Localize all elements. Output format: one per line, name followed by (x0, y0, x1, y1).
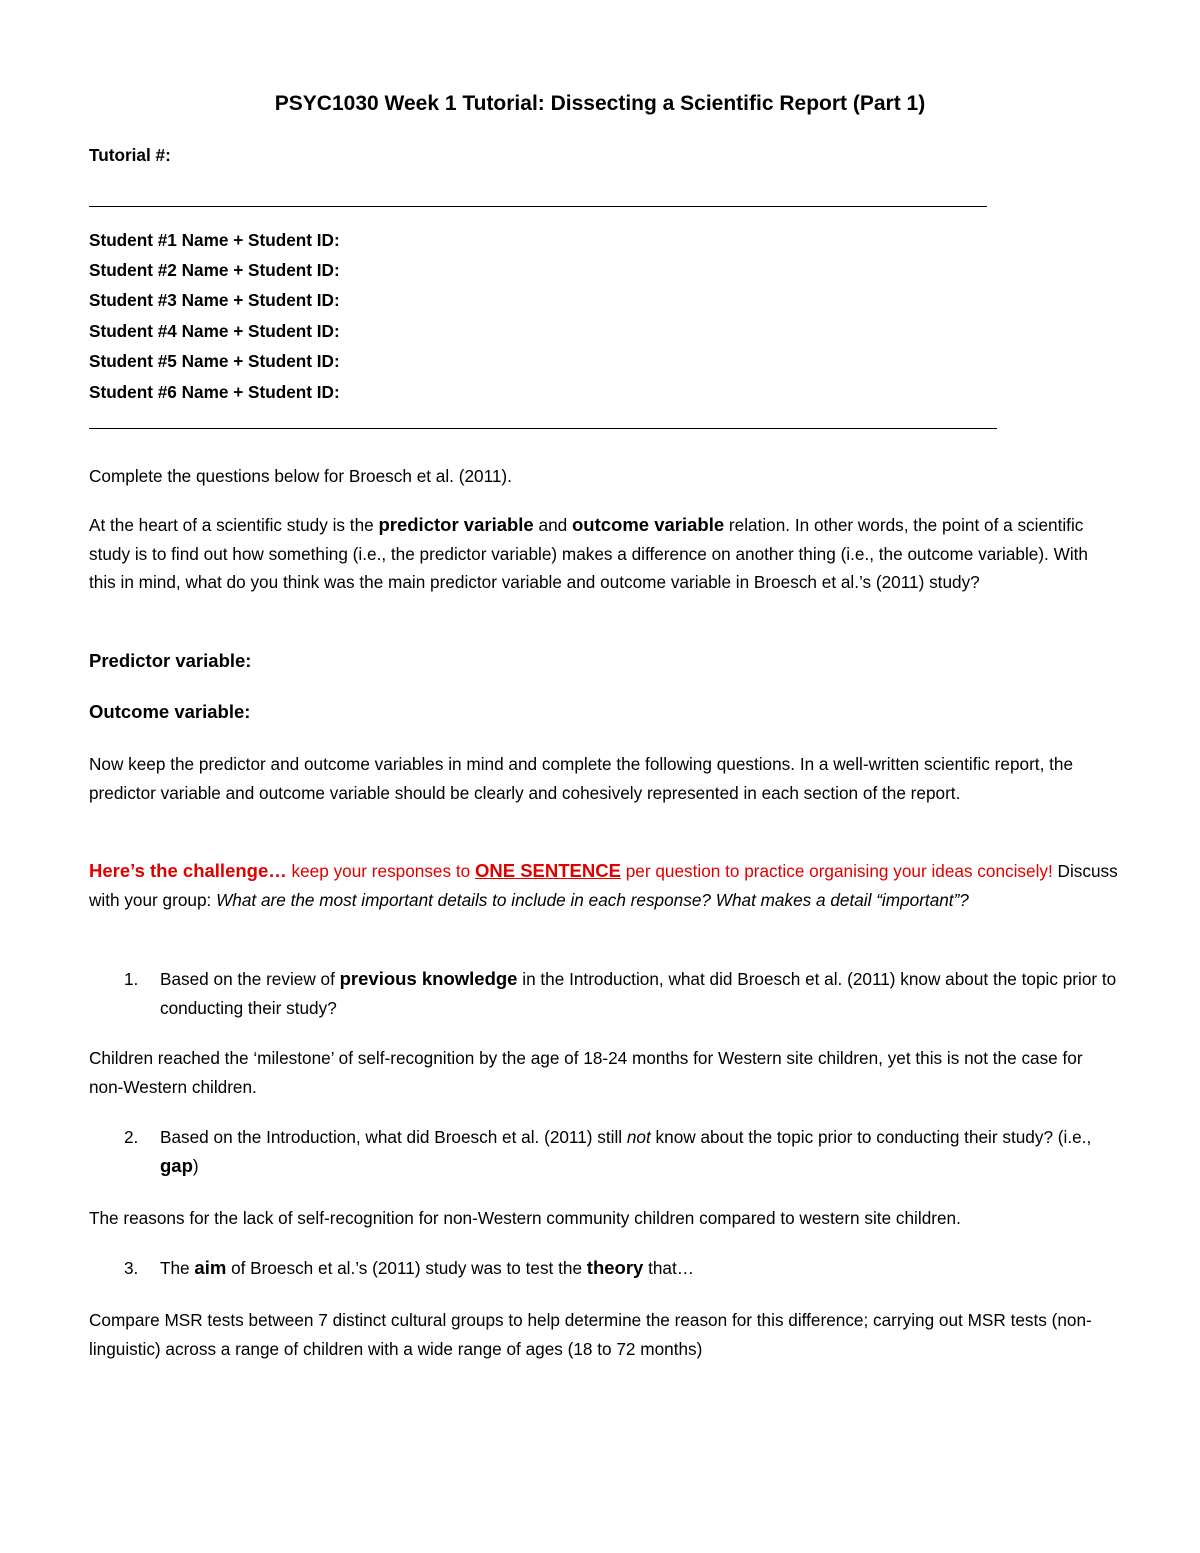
heart-paragraph (89, 511, 1119, 597)
q2-text-1: Based on the Introduction, what did Broesch et al. (2011) still (160, 1127, 627, 1147)
student-6-label: Student #6 Name + Student ID: (89, 382, 340, 402)
q3-aim-term: aim (194, 1257, 227, 1278)
student-5-label: Student #5 Name + Student ID: (89, 351, 340, 371)
q1-previous-knowledge-term: previous knowledge (339, 968, 518, 989)
heart-predictor-term: predictor variable (378, 514, 534, 535)
question-2-text (160, 1123, 1120, 1180)
challenge-text-3: Discuss with your group: (89, 861, 1118, 910)
challenge-heading: Here’s the challenge… (89, 860, 287, 881)
question-1-number: 1. (124, 969, 139, 989)
question-3-text (160, 1254, 1120, 1283)
tutorial-number-label: Tutorial #: (89, 145, 171, 165)
student-1-label: Student #1 Name + Student ID: (89, 230, 340, 250)
question-2-number: 2. (124, 1127, 139, 1147)
student-4-label: Student #4 Name + Student ID: (89, 321, 340, 341)
student-3-label: Student #3 Name + Student ID: (89, 290, 340, 310)
q3-text-2: of Broesch et al.’s (2011) study was to test the (226, 1258, 587, 1278)
page-title: PSYC1030 Week 1 Tutorial: Dissecting a Scientific Report (Part 1) (274, 92, 926, 115)
q2-text-2: know about the topic prior to conducting their study? (i.e., (650, 1127, 1092, 1147)
instruction-text: Complete the questions below for Broesch et al. (2011). (89, 466, 512, 486)
challenge-italic-questions: What are the most important details to include in each response? What makes a detail “important”? (216, 889, 969, 910)
question-1-answer: Children reached the ‘milestone’ of self-recognition by the age of 18-24 months for Western site children, yet this is not the case for non-Western children. (89, 1048, 1083, 1097)
question-2-answer: The reasons for the lack of self-recognition for non-Western community children compared to western site children. (89, 1208, 961, 1228)
q3-text-3: that… (643, 1258, 694, 1278)
question-3-number: 3. (124, 1258, 139, 1278)
heart-text-1: At the heart of a scientific study is the (89, 515, 379, 535)
student-2-label: Student #2 Name + Student ID: (89, 260, 340, 280)
q1-text-1: Based on the review of (160, 969, 340, 989)
divider-bottom (89, 428, 997, 429)
q1-text-2: in the Introduction, what did Broesch et al. (2011) know about the topic prior to conducting their study? (160, 969, 1117, 1018)
challenge-text-2: per question to practice organising your ideas concisely! (620, 861, 1053, 881)
predictor-variable-label: Predictor variable: (89, 650, 252, 671)
question-3-answer: Compare MSR tests between 7 distinct cultural groups to help determine the reason for this difference; carrying out MSR tests (non-linguistic) across a range of children with a wide range of ages (18 to 72 months) (89, 1310, 1092, 1359)
outcome-variable-label: Outcome variable: (89, 701, 251, 722)
heart-outcome-term: outcome variable (571, 514, 725, 535)
heart-text-2: and (533, 515, 572, 535)
divider-top (89, 206, 987, 207)
q2-not-emphasis: not (626, 1127, 651, 1147)
heart-text-3: relation. In other words, the point of a scientific study is to find out how something (i.e., the predictor variable) makes a difference on another thing (i.e., the outcome variable). With this in mind, what do you think was the main predictor variable and outcome variable in Broesch et al.’s (2011) study? (89, 515, 1088, 593)
challenge-paragraph (89, 857, 1119, 914)
q3-theory-term: theory (586, 1257, 644, 1278)
challenge-text-1: keep your responses to (286, 861, 475, 881)
question-1-text (160, 965, 1120, 1022)
one-sentence-emphasis: ONE SENTENCE (474, 860, 621, 881)
q3-text-1: The (160, 1258, 195, 1278)
q2-text-3: ) (192, 1155, 199, 1176)
q2-gap-term: gap (160, 1154, 193, 1176)
keep-in-mind-paragraph: Now keep the predictor and outcome variables in mind and complete the following questions. In a well-written scientific report, the predictor variable and outcome variable should be clearly and cohesively represented in each section of the report. (89, 754, 1074, 803)
